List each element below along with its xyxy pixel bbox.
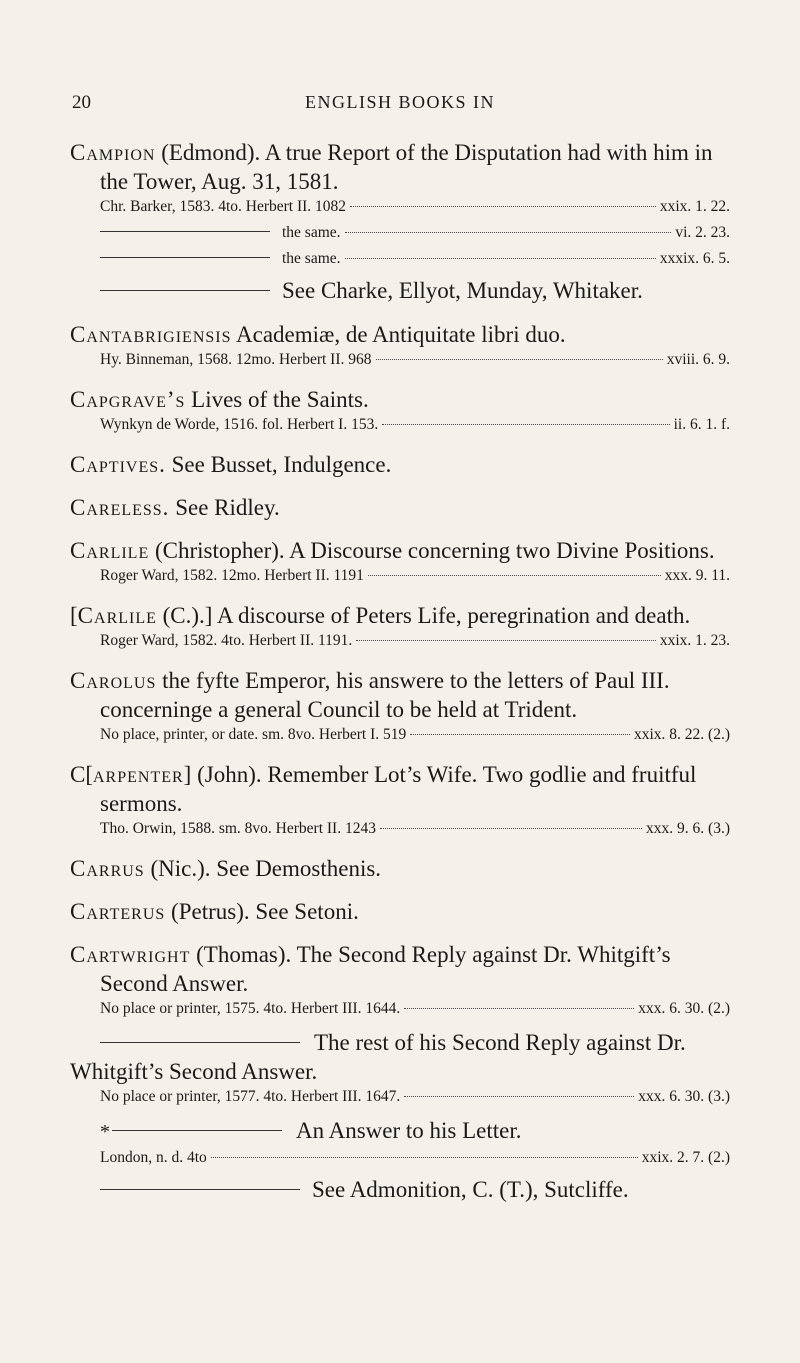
entry-title-text: Academiæ, de Antiquitate libri duo. bbox=[231, 322, 566, 347]
entry-heading: Campion bbox=[70, 140, 156, 165]
entry-careless bbox=[70, 493, 730, 522]
entry-imprint bbox=[70, 349, 730, 371]
star-marker: * bbox=[100, 1121, 110, 1143]
dot-leader bbox=[376, 359, 663, 360]
shelf-reference: xxx. 6. 30. (3.) bbox=[638, 1088, 730, 1105]
entry-captives bbox=[70, 450, 730, 479]
entry-heading: Carlile bbox=[77, 603, 157, 628]
entry-heading: Carterus bbox=[70, 899, 166, 924]
page-header bbox=[0, 92, 800, 122]
same-text: the same. bbox=[282, 224, 341, 241]
entry-heading: Cantabrigiensis bbox=[70, 322, 232, 347]
entry-title-text: The rest of his Second Reply against Dr. Whitgift’s Second Answer. bbox=[70, 1030, 686, 1084]
entry-title-text: (C.).] A discourse of Peters Life, peregrination and death. bbox=[156, 603, 691, 628]
entry-heading: Carlile bbox=[70, 538, 150, 563]
dot-leader bbox=[211, 1157, 638, 1158]
entry-continuation-title bbox=[70, 1116, 730, 1147]
page-number: 20 bbox=[72, 92, 91, 113]
entry-capgrave bbox=[70, 385, 730, 436]
running-head: ENGLISH BOOKS IN bbox=[305, 92, 495, 112]
shelf-reference: xxx. 9. 6. (3.) bbox=[646, 820, 730, 837]
entry-title bbox=[70, 536, 730, 565]
entry-carpenter bbox=[70, 760, 730, 840]
shelf-reference: xxx. 9. 11. bbox=[664, 567, 730, 584]
entry-title bbox=[70, 450, 730, 479]
dot-leader bbox=[356, 640, 656, 641]
shelf-reference: xxxix. 6. 5. bbox=[659, 250, 730, 267]
imprint-text: No place or printer, 1575. 4to. Herbert III. 1644. bbox=[100, 1000, 401, 1017]
entry-title bbox=[70, 493, 730, 522]
imprint-text: Roger Ward, 1582. 4to. Herbert II. 1191. bbox=[100, 632, 353, 649]
entry-title-text: See Busset, Indulgence. bbox=[165, 452, 392, 477]
dot-leader bbox=[410, 734, 630, 735]
entry-imprint bbox=[70, 1147, 730, 1169]
entry-same-2 bbox=[70, 248, 730, 270]
shelf-reference: xxx. 6. 30. (2.) bbox=[638, 1000, 730, 1017]
entry-carolus bbox=[70, 666, 730, 746]
entry-title bbox=[70, 940, 730, 998]
entry-imprint bbox=[70, 998, 730, 1020]
entry-heading: Carrus bbox=[70, 856, 145, 881]
entry-heading: arpenter bbox=[93, 762, 184, 787]
imprint-text: No place or printer, 1577. 4to. Herbert III. 1647. bbox=[100, 1088, 401, 1105]
entry-imprint bbox=[70, 565, 730, 587]
dot-leader bbox=[382, 424, 669, 425]
entry-title bbox=[70, 601, 730, 630]
dot-leader bbox=[368, 575, 661, 576]
entry-carlile-c bbox=[70, 601, 730, 652]
entry-carterus bbox=[70, 897, 730, 926]
shelf-reference: xxix. 1. 23. bbox=[659, 632, 730, 649]
entry-see-also bbox=[70, 276, 730, 306]
entry-title-text: (Petrus). See Setoni. bbox=[165, 899, 359, 924]
imprint-text: Wynkyn de Worde, 1516. fol. Herbert I. 153. bbox=[100, 416, 379, 433]
imprint-text: Hy. Binneman, 1568. 12mo. Herbert II. 968 bbox=[100, 351, 372, 368]
dot-leader bbox=[345, 232, 672, 233]
entry-title bbox=[70, 320, 730, 349]
entry-imprint bbox=[70, 818, 730, 840]
entry-title bbox=[70, 666, 730, 724]
entry-heading: Capgrave’s bbox=[70, 387, 186, 412]
see-also-text: See Admonition, C. (T.), Sutcliffe. bbox=[312, 1177, 629, 1202]
imprint-text: Roger Ward, 1582. 12mo. Herbert II. 1191 bbox=[100, 567, 364, 584]
entry-title bbox=[70, 385, 730, 414]
entry-heading: Captives. bbox=[70, 452, 166, 477]
entry-carlile bbox=[70, 536, 730, 587]
entry-imprint bbox=[70, 724, 730, 746]
shelf-reference: xxix. 1. 22. bbox=[659, 198, 730, 215]
entry-same-1 bbox=[70, 222, 730, 244]
entry-carrus bbox=[70, 854, 730, 883]
ditto-rule bbox=[112, 1130, 282, 1131]
shelf-reference: xxix. 8. 22. (2.) bbox=[633, 726, 730, 743]
dot-leader bbox=[404, 1008, 634, 1009]
ditto-rule bbox=[100, 231, 270, 232]
shelf-reference: xviii. 6. 9. bbox=[666, 351, 730, 368]
entry-title-text: (Christopher). A Discourse concerning two Divine Positions. bbox=[149, 538, 715, 563]
same-text: the same. bbox=[282, 250, 341, 267]
entry-title-text: the fyfte Emperor, his answere to the letters of Paul III. concerninge a general Council to be held at Trident. bbox=[100, 668, 670, 722]
imprint-text: London, n. d. 4to bbox=[100, 1149, 207, 1166]
entry-imprint bbox=[70, 630, 730, 652]
entry-imprint bbox=[70, 414, 730, 436]
ditto-rule bbox=[100, 290, 270, 291]
ditto-rule bbox=[100, 1189, 300, 1190]
shelf-reference: vi. 2. 23. bbox=[675, 224, 730, 241]
shelf-reference: ii. 6. 1. f. bbox=[673, 416, 730, 433]
entry-continuation-title bbox=[70, 1028, 730, 1086]
dot-leader bbox=[345, 258, 656, 259]
entry-cantabrigiensis bbox=[70, 320, 730, 371]
catalogue-entries bbox=[70, 138, 730, 1219]
entry-title bbox=[70, 897, 730, 926]
dot-leader bbox=[350, 206, 656, 207]
entry-title-text: Lives of the Saints. bbox=[185, 387, 369, 412]
entry-title-text: (Nic.). See Demosthenis. bbox=[144, 856, 382, 881]
imprint-text: Tho. Orwin, 1588. sm. 8vo. Herbert II. 1243 bbox=[100, 820, 376, 837]
entry-title-text: (Thomas). The Second Reply against Dr. Whitgift’s Second Answer. bbox=[100, 942, 671, 996]
shelf-reference: xxix. 2. 7. (2.) bbox=[641, 1149, 730, 1166]
entry-see-also bbox=[70, 1175, 730, 1205]
entry-heading: Carolus bbox=[70, 668, 157, 693]
entry-heading: Cartwright bbox=[70, 942, 191, 967]
see-also-text: See Charke, Ellyot, Munday, Whitaker. bbox=[282, 278, 643, 303]
entry-title-text: (Edmond). A true Report of the Disputation had with him in the Tower, Aug. 31, 1581. bbox=[100, 140, 713, 194]
bracket: [ bbox=[70, 603, 78, 628]
dot-leader bbox=[404, 1096, 634, 1097]
entry-title-text: An Answer to his Letter. bbox=[296, 1118, 522, 1143]
entry-title bbox=[70, 138, 730, 196]
imprint-text: Chr. Barker, 1583. 4to. Herbert II. 1082 bbox=[100, 198, 347, 215]
bracket: C[ bbox=[70, 762, 93, 787]
dot-leader bbox=[380, 828, 642, 829]
entry-campion bbox=[70, 138, 730, 306]
entry-imprint bbox=[70, 196, 730, 218]
imprint-text: No place, printer, or date. sm. 8vo. Herbert I. 519 bbox=[100, 726, 407, 743]
entry-title-text: See Ridley. bbox=[169, 495, 280, 520]
entry-imprint bbox=[70, 1086, 730, 1108]
entry-title bbox=[70, 854, 730, 883]
entry-title-text: ] (John). Remember Lot’s Wife. Two godlie and fruitful sermons. bbox=[100, 762, 697, 816]
entry-title bbox=[70, 760, 730, 818]
entry-cartwright bbox=[70, 940, 730, 1205]
ditto-rule bbox=[100, 1042, 300, 1043]
entry-heading: Careless. bbox=[70, 495, 170, 520]
ditto-rule bbox=[100, 257, 270, 258]
